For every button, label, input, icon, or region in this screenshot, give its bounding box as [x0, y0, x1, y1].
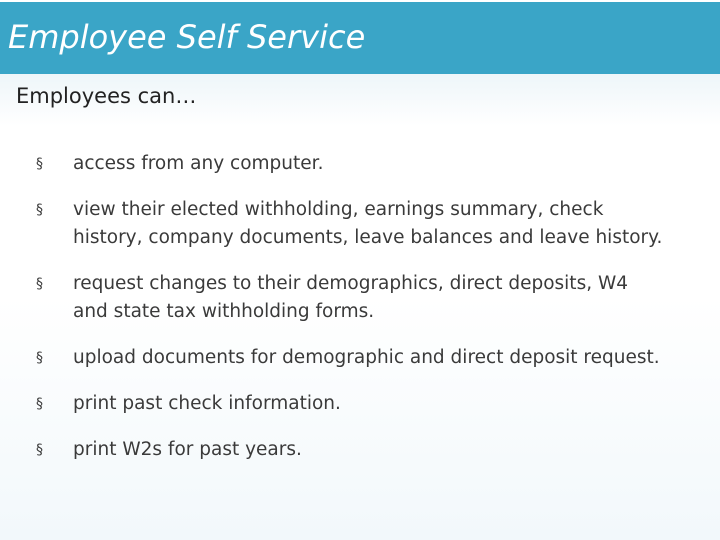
bullet-text [73, 344, 713, 372]
title-bar [0, 2, 720, 74]
bullet-text [73, 436, 713, 464]
bullet-text [73, 390, 713, 418]
bullet-line: access from any computer. [73, 153, 324, 174]
bullet-marker: § [36, 350, 43, 366]
bullet-line: view their elected withholding, earnings summary, check [73, 199, 604, 220]
bullet-line: request changes to their demographics, direct deposits, W4 [73, 273, 629, 294]
bullet-line: and state tax withholding forms. [73, 301, 375, 322]
bullet-marker: § [36, 202, 43, 218]
bullet-text [73, 270, 713, 326]
slide-subtitle: Employees can… [16, 84, 197, 108]
bullet-marker: § [36, 276, 43, 292]
bullet-marker: § [36, 156, 43, 172]
bullet-line: history, company documents, leave balances and leave history. [73, 227, 663, 248]
bullet-line: upload documents for demographic and direct deposit request. [73, 347, 660, 368]
slide-title: Employee Self Service [8, 18, 366, 56]
bullet-text [73, 150, 713, 178]
bullet-line: print W2s for past years. [73, 439, 302, 460]
bullet-text [73, 196, 713, 252]
bullet-marker: § [36, 396, 43, 412]
bullet-marker: § [36, 442, 43, 458]
bullet-line: print past check information. [73, 393, 341, 414]
